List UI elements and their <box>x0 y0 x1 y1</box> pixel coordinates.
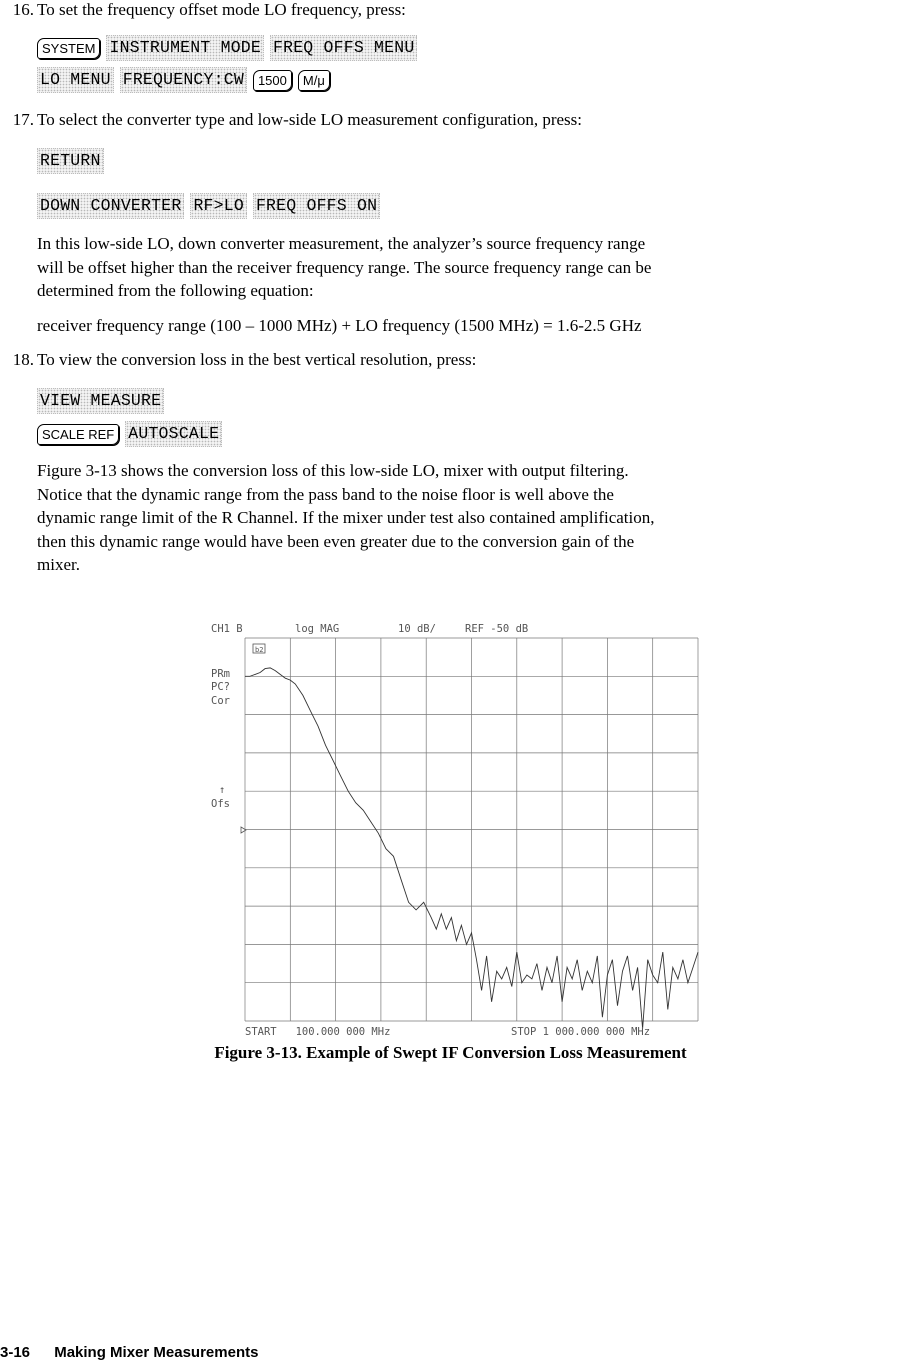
m-mu-hardkey[interactable]: M/μ <box>298 70 330 91</box>
system-hardkey[interactable]: SYSTEM <box>37 38 100 59</box>
chart-header-channel: CH1 B <box>211 623 243 635</box>
step-16-keys-row-2 <box>37 67 330 93</box>
frequency-cw-softkey[interactable]: FREQUENCY:CW <box>120 67 247 93</box>
annotation-cor: Cor <box>211 695 230 707</box>
chart-grid <box>245 638 698 1021</box>
stop-frequency-label: STOP 1 000.000 000 MHz <box>511 1026 651 1038</box>
step-18-keys-row-1 <box>37 388 164 414</box>
chart-header-ref: REF -50 dB <box>465 623 529 635</box>
freq-offs-on-softkey[interactable]: FREQ OFFS ON <box>253 193 380 219</box>
step-17-keys-row-1 <box>37 148 104 174</box>
lo-menu-softkey[interactable]: LO MENU <box>37 67 114 93</box>
step-text: To set the frequency offset mode LO frequency, press: <box>37 0 406 19</box>
step-text: To select the converter type and low-side LO measurement configuration, press: <box>37 110 582 129</box>
paragraph-line: determined from the following equation: <box>37 281 314 300</box>
step-18-paragraph <box>37 459 901 577</box>
annotation-pc: PC? <box>211 681 230 693</box>
chart-header-scale: 10 dB/ <box>398 623 436 635</box>
autoscale-softkey[interactable]: AUTOSCALE <box>125 421 222 447</box>
annotation-prm: PRm <box>211 668 230 680</box>
step-number: 16. <box>12 0 34 19</box>
step-number: 18. <box>12 350 34 369</box>
marker-box-label: b2 <box>255 646 264 654</box>
chart-header-format: log MAG <box>295 623 340 635</box>
freq-offs-menu-softkey[interactable]: FREQ OFFS MENU <box>270 35 417 61</box>
page-number: 3-16 <box>0 1344 31 1361</box>
step-17-paragraph <box>37 232 901 303</box>
paragraph-line: then this dynamic range would have been even greater due to the conversion gain of the <box>37 531 635 551</box>
start-frequency-label: START 100.000 000 MHz <box>245 1026 391 1038</box>
paragraph-line: dynamic range limit of the R Channel. If the mixer under test also contained amplification, <box>37 508 655 527</box>
1500-hardkey[interactable]: 1500 <box>253 70 292 91</box>
step-18-keys-row-2 <box>37 421 222 447</box>
step-16-keys-row-1 <box>37 35 417 61</box>
paragraph-line: Figure 3-13 shows the conversion loss of this low-side LO, mixer with output filtering. <box>37 461 629 480</box>
instrument-mode-softkey[interactable]: INSTRUMENT MODE <box>106 35 264 61</box>
equation: receiver frequency range (100 – 1000 MHz) + LO frequency (1500 MHz) = 1.6-2.5 GHz <box>37 316 642 335</box>
annotation-arrow: ↑ <box>219 784 226 796</box>
step-number: 17. <box>12 110 34 129</box>
paragraph-line: In this low-side LO, down converter measurement, the analyzer’s source frequency range <box>37 234 646 253</box>
annotation-ofs: Ofs <box>211 798 230 810</box>
view-measure-softkey[interactable]: VIEW MEASURE <box>37 388 164 414</box>
rf-lo-softkey[interactable]: RF>LO <box>190 193 247 219</box>
step-text: To view the conversion loss in the best vertical resolution, press: <box>37 350 477 369</box>
conversion-loss-chart <box>205 618 705 1043</box>
paragraph-line: mixer. <box>37 555 80 574</box>
page-footer <box>0 1344 258 1361</box>
figure-caption: Figure 3-13. Example of Swept IF Conversion Loss Measurement <box>214 1043 687 1062</box>
paragraph-line: will be offset higher than the receiver frequency range. The source frequency range can be <box>37 257 652 277</box>
step-17-keys-row-2 <box>37 193 380 219</box>
paragraph-line: Notice that the dynamic range from the pass band to the noise floor is well above the <box>37 484 614 504</box>
down-converter-softkey[interactable]: DOWN CONVERTER <box>37 193 184 219</box>
scale-ref-hardkey[interactable]: SCALE REF <box>37 424 119 445</box>
section-title: Making Mixer Measurements <box>54 1344 259 1361</box>
return-softkey[interactable]: RETURN <box>37 148 104 174</box>
